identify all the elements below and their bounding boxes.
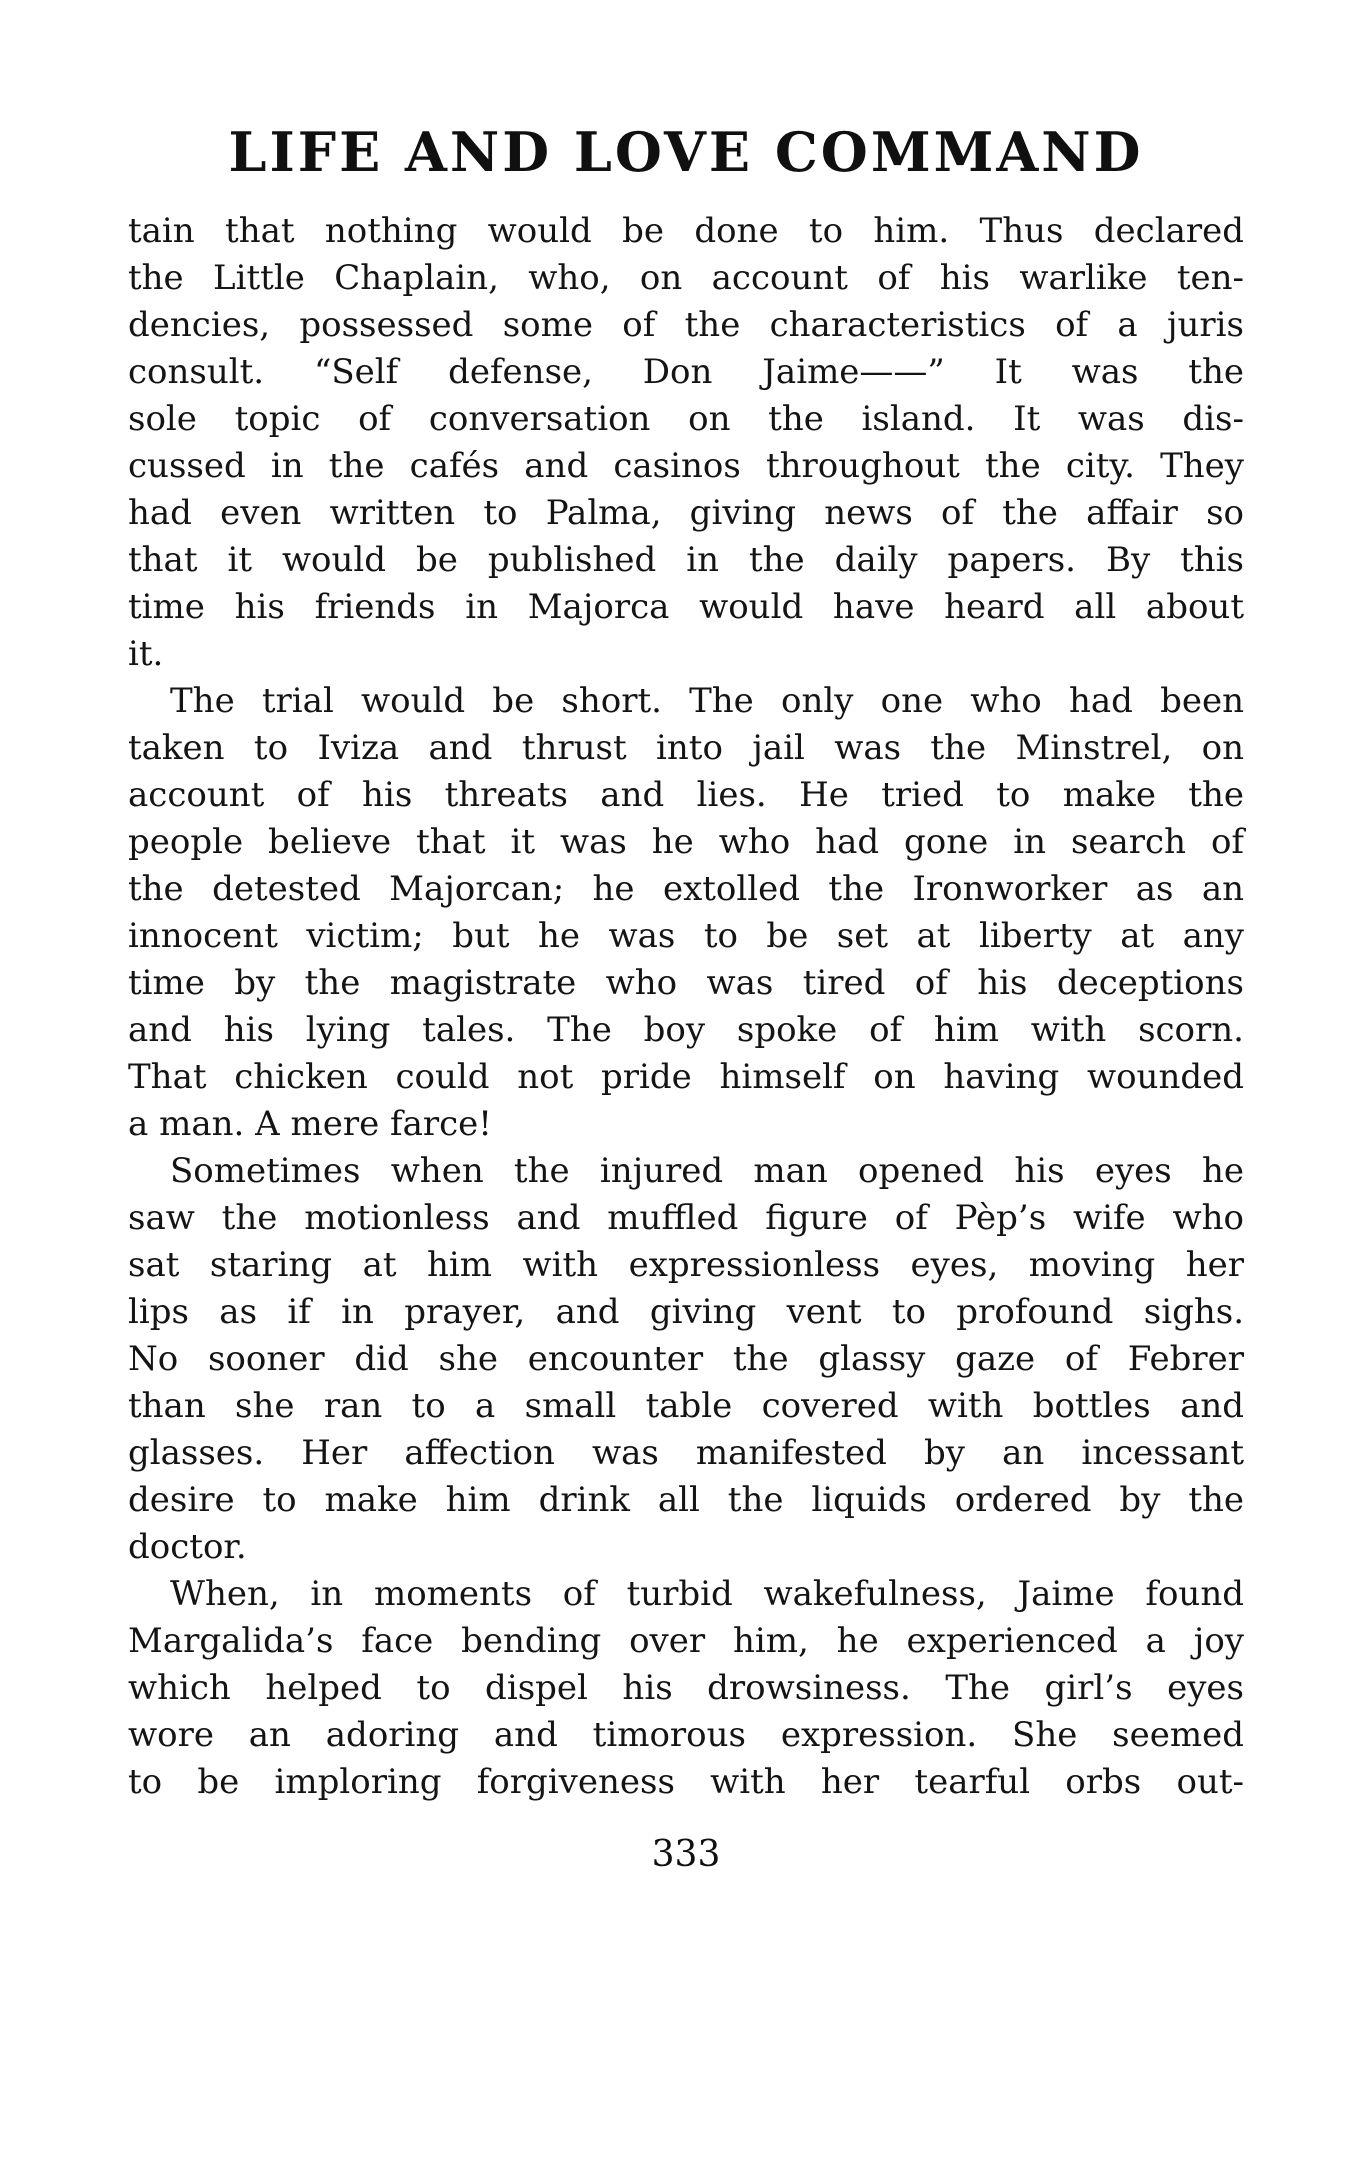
text-line: wore an adoring and timorous expression. She seemed [128, 1715, 1244, 1755]
text-line: innocent victim; but he was to be set at liberty at any [128, 916, 1244, 956]
text-block [128, 120, 1244, 1806]
paragraph [128, 208, 1244, 678]
text-line: people believe that it was he who had gone in search of [128, 822, 1244, 862]
text-line: time his friends in Majorca would have heard all about [128, 587, 1244, 627]
text-line: No sooner did she encounter the glassy gaze of Febrer [128, 1339, 1244, 1379]
text-line: desire to make him drink all the liquids ordered by the [128, 1480, 1244, 1520]
text-line: That chicken could not pride himself on having wounded [128, 1057, 1244, 1097]
text-line: doctor. [128, 1527, 247, 1567]
text-line: dencies, possessed some of the characteristics of a juris [128, 305, 1244, 345]
text-line: consult. “Self defense, Don Jaime——” It was the [128, 352, 1244, 392]
text-line: and his lying tales. The boy spoke of him with scorn. [128, 1010, 1244, 1050]
paragraph [128, 678, 1244, 1148]
text-line: had even written to Palma, giving news of the affair so [128, 493, 1244, 533]
page-number: 333 [651, 1834, 721, 1875]
text-line: that it would be published in the daily papers. By this [128, 540, 1244, 580]
paragraph [128, 1148, 1244, 1571]
text-line: glasses. Her affection was manifested by an incessant [128, 1433, 1244, 1473]
text-line: Sometimes when the injured man opened his eyes he [170, 1151, 1244, 1191]
text-line: saw the motionless and muffled figure of Pèp’s wife who [128, 1198, 1244, 1238]
text-line: cussed in the cafés and casinos throughout the city. They [128, 446, 1244, 486]
paragraph [128, 1571, 1244, 1806]
text-line: than she ran to a small table covered with bottles and [128, 1386, 1244, 1426]
text-line: which helped to dispel his drowsiness. The girl’s eyes [128, 1668, 1244, 1708]
text-line: the Little Chaplain, who, on account of his warlike ten- [128, 258, 1244, 298]
text-line: taken to Iviza and thrust into jail was the Minstrel, on [128, 728, 1244, 768]
page-title: LIFE AND LOVE COMMAND [228, 120, 1144, 184]
text-line: Margalida’s face bending over him, he experienced a joy [128, 1621, 1244, 1661]
text-line: tain that nothing would be done to him. Thus declared [128, 211, 1244, 251]
text-line: it. [128, 634, 164, 674]
text-line: account of his threats and lies. He tried to make the [128, 775, 1244, 815]
text-line: to be imploring forgiveness with her tearful orbs out- [128, 1762, 1244, 1802]
text-line: sole topic of conversation on the island. It was dis- [128, 399, 1244, 439]
text-line: The trial would be short. The only one who had been [170, 681, 1244, 721]
page-body [128, 208, 1244, 1806]
text-line: the detested Majorcan; he extolled the Ironworker as an [128, 869, 1244, 909]
text-line: When, in moments of turbid wakefulness, Jaime found [170, 1574, 1244, 1614]
text-line: sat staring at him with expressionless eyes, moving her [128, 1245, 1244, 1285]
text-line: lips as if in prayer, and giving vent to profound sighs. [128, 1292, 1244, 1332]
text-line: time by the magistrate who was tired of his deceptions [128, 963, 1244, 1003]
text-line: a man. A mere farce! [128, 1104, 492, 1144]
